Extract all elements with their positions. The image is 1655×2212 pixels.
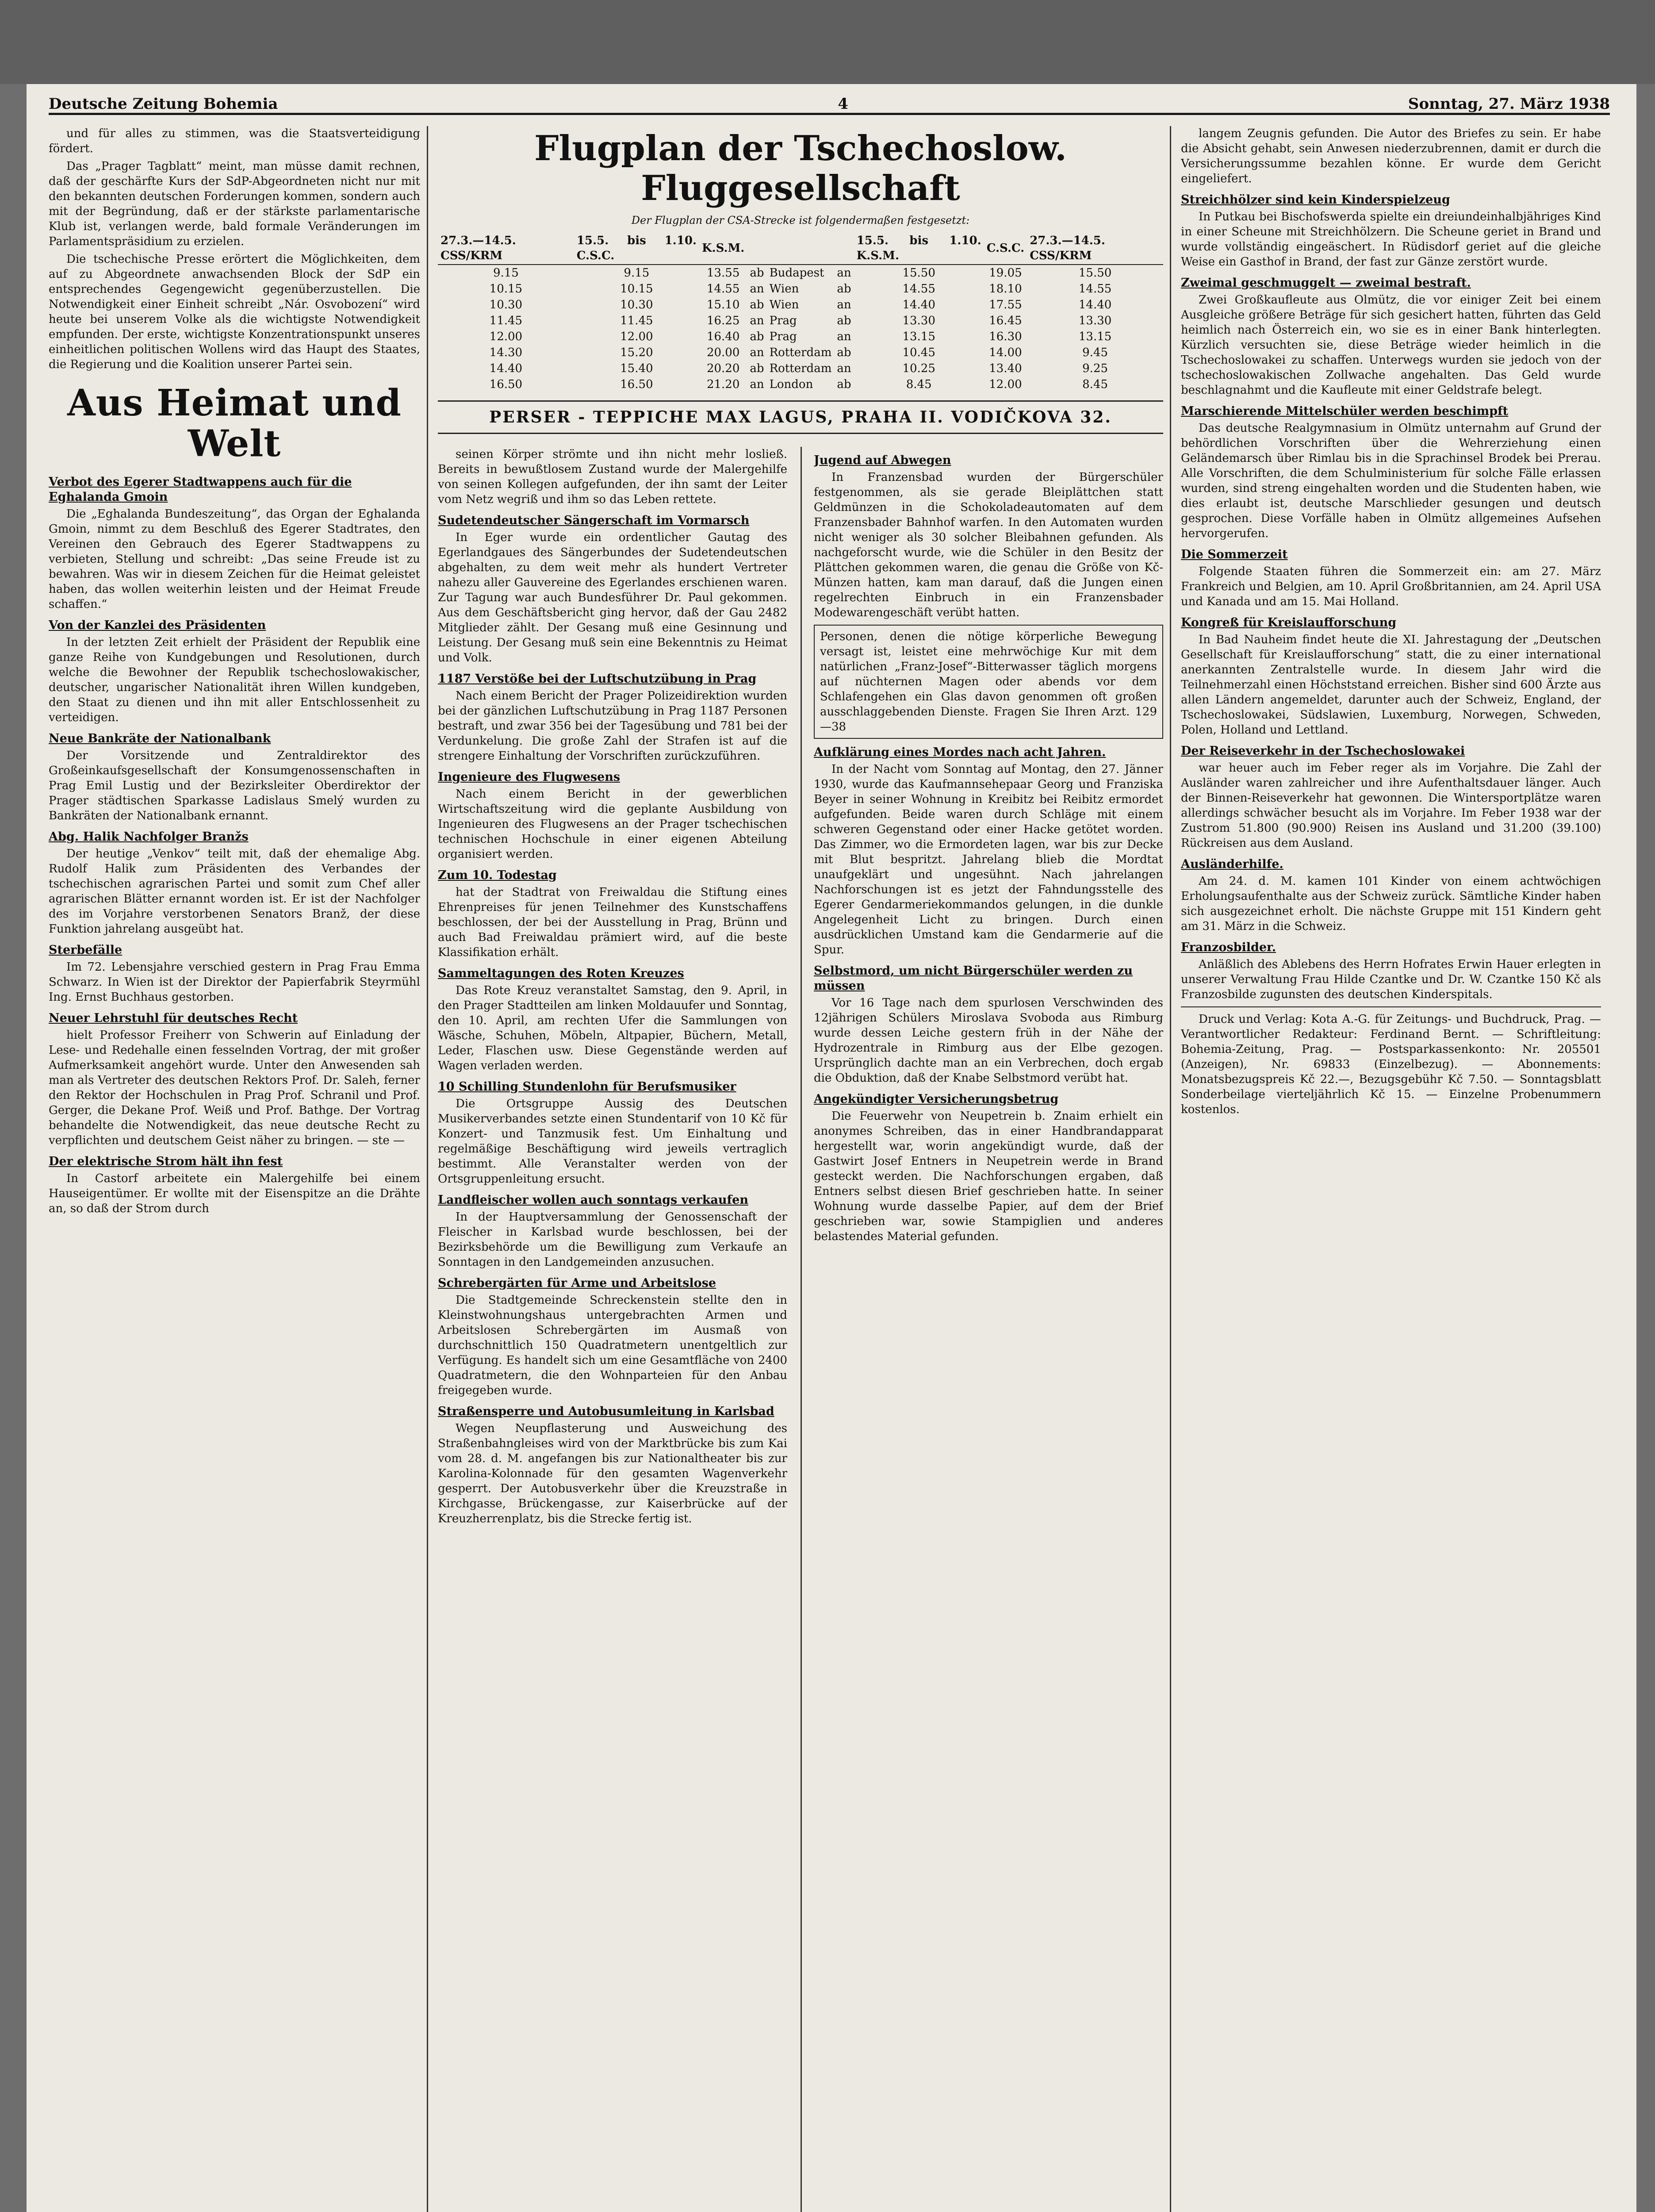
flugplan-cell: 14.40 <box>489 362 523 375</box>
flugplan-cell: 13.40 <box>989 362 1022 375</box>
intro-paragraph: Die tschechische Presse erörtert die Möglichkeiten, dem auf zu Abgeordnete anwachsenden Block der SdP ein entsprechendes Gegengewicht gegenüberzustellen. Die Notwendigkeit einer Einheit schreibt „Nár. Osvobození“ wird heute bei unserem Volke als die wichtigste Notwendigkeit empfunden. Der erste, wichtigste Konzentrationspunkt unseres einheitlichen politischen Wollens wird das Haupt des Staates, die Regierung und die Koalition unserer Partei sein. <box>49 253 420 371</box>
flugplan-cell: 19.05 <box>989 266 1022 280</box>
article-heading: Streichhölzer sind kein Kinderspielzeug <box>1181 193 1450 207</box>
flugplan-cell: 14.40 <box>1078 298 1112 311</box>
flugplan-cell: 9.15 <box>624 266 650 280</box>
article-text: Das Rote Kreuz veranstaltet Samstag, den 9. April, in den Prager Stadtteilen am linken Moldauufer und Sonntag, den 10. April, am rechten Ufer die Sammlungen von Wäsche, Schuhen, Möbeln, Altpapier, Büchern, Metall, Leder, Flaschen usw. Diese Gegenstände werden auf Wagen verladen werden. <box>438 984 787 1072</box>
flugplan-cell: an <box>837 362 851 375</box>
article-text: Anläßlich des Ablebens des Herrn Hofrates Erwin Hauer erlegten in unserer Verwaltung Frau Hilde Czantke und Dr. W. Czantke 150 Kč als Franzosbilde zugunsten des deutschen Kinderspitals. <box>1181 958 1601 1001</box>
flugplan-cell: 13.15 <box>902 330 935 343</box>
flugplan-cell: Wien <box>769 298 799 311</box>
article-text: Am 24. d. M. kamen 101 Kinder von einem achtwöchigen Erholungsaufenthalte aus der Schweiz zurück. Sämtliche Kinder haben sich ausgezeichnet erholt. Die nächste Gruppe mit 151 Kindern geht am 31. März in die Schweiz. <box>1181 875 1601 933</box>
flugplan-row <box>438 281 1163 297</box>
flugplan-cell: 10.30 <box>620 298 653 311</box>
article-heading: Angekündigter Versicherungsbetrug <box>814 1092 1059 1106</box>
article-heading: Zum 10. Todestag <box>438 868 557 882</box>
article-text: In der Hauptversammlung der Genossenschaft der Fleischer in Karlsbad wurde beschlossen, bei der Bezirksbehörde um die Bewilligung zum Verkaufe an Sonntagen in den Landgemeinden anzusuchen. <box>438 1210 787 1269</box>
newspaper-name: Deutsche Zeitung Bohemia <box>49 95 278 113</box>
flugplan-cell: 10.15 <box>489 282 523 296</box>
flugplan-cell: 14.30 <box>489 346 523 359</box>
flugplan-cell: 8.45 <box>1082 378 1108 391</box>
flugplan-row <box>438 345 1163 361</box>
article-heading: Schrebergärten für Arme und Arbeitslose <box>438 1276 716 1290</box>
intro-paragraph: langem Zeugnis gefunden. Die Autor des Briefes zu sein. Er habe die Absicht gehabt, sein Anwesen niederzubrennen, damit er durch die Versicherungssumme bezahlen könne. Er wurde dem Gericht eingeliefert. <box>1181 127 1601 185</box>
intro-paragraph: und für alles zu stimmen, was die Staatsverteidigung fördert. <box>49 127 420 155</box>
flugplan-cell: 15.40 <box>620 362 653 375</box>
article-heading: Sterbefälle <box>49 943 123 957</box>
flugplan-cell: 16.45 <box>989 314 1022 327</box>
flugplan-cell: an <box>837 266 851 280</box>
article-heading: Franzosbilder. <box>1181 941 1276 954</box>
flugplan-body <box>438 265 1163 392</box>
article-heading: 1187 Verstöße bei der Luftschutzübung in Prag <box>438 672 757 686</box>
flugplan-header-cell <box>834 232 854 265</box>
flugplan-cell: an <box>750 378 764 391</box>
article-text: Die Feuerwehr von Neupetrein b. Znaim erhielt ein anonymes Schreiben, das in einer Handbrandapparat hergestellt war, worin angekündigt wurde, daß der Gastwirt Josef Entners in Neupetrein werde in Brand gesteckt werden. Die Nachforschungen ergaben, daß Entners selbst diesen Brief geschrieben hatte. In seiner Wohnung wurde dasselbe Papier, auf dem der Brief geschrieben war, sowie Stampiglien und anderes belastendes Material gefunden. <box>814 1110 1163 1243</box>
flugplan-cell: 14.55 <box>706 282 740 296</box>
article-heading: Kongreß für Kreislaufforschung <box>1181 616 1397 630</box>
article-text: In Bad Nauheim findet heute die XI. Jahrestagung der „Deutschen Gesellschaft für Kreislaufforschung“ statt, die zu einer international anerkannten Zentralstelle wurde. In diesem Jahr wird die Teilnehmerzahl einen Höchststand erreichen. Bisher sind 600 Ärzte aus allen Ländern angemeldet, darunter auch der Schweiz, England, der Tschechoslowakei, Südslawien, Luxemburg, Norwegen, Schweden, Polen, Holland und Lettland. <box>1181 633 1601 737</box>
flugplan-cell: 10.30 <box>489 298 523 311</box>
article-text: In der letzten Zeit erhielt der Präsident der Republik eine ganze Reihe von Kundgebungen und Resolutionen, durch welche die Bewohner der Republik tschechoslowakischer, deutscher, ungarischer Nationalität ihren Willen kundgeben, den Staat zu dienen und ihn mit aller Entschlossenheit zu verteidigen. <box>49 636 420 724</box>
article-text: Die „Eghalanda Bundeszeitung“, das Organ der Eghalanda Gmoin, nimmt zu dem Beschluß des Egerer Stadtrates, den Vereinen den Gebrauch des Egerer Stadtwappens zu verbieten, Stellung und schreibt: „Das seine Freude ist zu bewahren. Was wir in diesem Zeichen für die Heimat geleistet haben, das wollen weiterhin leisten und der Heimat Freude schaffen.“ <box>49 507 420 611</box>
flugplan-header-cell: 27.3.—14.5. CSS/KRM <box>438 232 574 265</box>
column-3 <box>1181 126 1601 2212</box>
flugplan-cell: an <box>750 282 764 296</box>
column-rule-3 <box>1170 126 1171 2212</box>
flugplan-table <box>438 232 1163 392</box>
article-text: In der Nacht vom Sonntag auf Montag, den 27. Jänner 1930, wurde das Kaufmannsehepaar Georg und Franziska Beyer in seiner Wohnung in Kreibitz bei Reibitz ermordet aufgefunden. Beide waren durch Schläge mit einem schweren Gegenstand oder einer Hacke getötet worden. Das Zimmer, wo die Ermordeten lagen, war bis zur Decke mit Blut bespritzt. Jahrelang blieb die Mordtat unaufgeklärt und ungesühnt. Nach jahrelangen Nachforschungen ist es jetzt der Fahndungsstelle des Egerer Gendarmeriekommandos gelungen, in die dunkle Angelegenheit Licht zu bringen. Durch einen ausdrücklichen Umstand kam die Gendarmerie auf die Spur. <box>814 763 1163 956</box>
flugplan-cell: 9.25 <box>1082 362 1108 375</box>
flugplan-cell: Rotterdam <box>769 346 832 359</box>
article-heading: Selbstmord, um nicht Bürgerschüler werden zu müssen <box>814 964 1133 993</box>
flugplan-cell: an <box>837 330 851 343</box>
flugplan-cell: 13.15 <box>1078 330 1112 343</box>
article-text: hat der Stadtrat von Freiwaldau die Stiftung eines Ehrenpreises für jenen Teilnehmer des Kunstschaffens beschlossen, der bei der Ausstellung in Prag, Brünn und auch Bad Freiwaldau prämiert wird, auf die beste Klassifikation erhält. <box>438 886 787 959</box>
flugplan-cell: 9.45 <box>1082 346 1108 359</box>
intro-paragraph: Das „Prager Tagblatt“ meint, man müsse damit rechnen, daß der geschärfte Kurs der SdP-Abgeordneten nicht nur mit den bekannten deutschen Forderungen kommen, sondern auch mit der Begründung, daß er der stärkste parlamentarische Klub ist, verlangen werde, bald formale Veränderungen im Parlamentspräsidium zu erzielen. <box>49 160 420 248</box>
article-text: In Franzensbad wurden der Bürgerschüler festgenommen, als sie gerade Bleiplättchen statt Geldmünzen in die Schokoladeautomaten auf dem Franzensbader Bahnhof warfen. In den Automaten wurden nicht weniger als 30 solcher Bleibahnen gefunden. Als nachgeforscht wurde, wie die Schüler in den Besitz der Plättchen gekommen waren, die genau die Größe von Kč-Münzen hatten, kam man darauf, daß die Jungen einen regelrechten Einbruch in ein Franzensbader Modewarengeschäft verübt hatten. <box>814 471 1163 619</box>
col2a-articles <box>438 513 787 1526</box>
issue-date: Sonntag, 27. März 1938 <box>1408 95 1610 113</box>
flugplan-title: Flugplan der Tschechoslow. Fluggesellschaft <box>534 128 1067 208</box>
article-text: Nach einem Bericht in der gewerblichen Wirtschaftszeitung wird die geplante Ausbildung von Ingenieuren des Flugwesens an der Prager tschechischen technischen Hochschule in einer eigenen Abteilung organisiert werden. <box>438 787 787 861</box>
flugplan-cell: Rotterdam <box>769 362 832 375</box>
column-rule-2 <box>801 447 802 2212</box>
article-text: Wegen Neupflasterung und Ausweichung des Straßenbahngleises wird von der Marktbrücke bis zum Kai vom 28. d. M. angefangen bis zur Nationaltheater bis zur Karolina-Kolonnade für den gesamten Wagenverkehr gesperrt. Der Autobusverkehr über die Kreuzstraße in Kirchgasse, Brückengasse, zur Kaiserbrücke auf der Kreuzherrenplatz, bis die Strecke fertig ist. <box>438 1422 787 1525</box>
flugplan-cell: 10.45 <box>902 346 935 359</box>
flugplan-cell: Prag <box>769 314 797 327</box>
article-heading: Landfleischer wollen auch sonntags verkaufen <box>438 1193 748 1207</box>
flugplan-cell: 15.10 <box>706 298 740 311</box>
flugplan-row <box>438 313 1163 329</box>
flugplan-cell: 8.45 <box>906 378 932 391</box>
flugplan-cell: Prag <box>769 330 797 343</box>
article-heading: Sudetendeutscher Sängerschaft im Vormarsch <box>438 514 750 527</box>
flugplan-cell: 14.00 <box>989 346 1022 359</box>
flugplan-cell: 14.40 <box>902 298 935 311</box>
flugplan-cell: an <box>837 298 851 311</box>
article-heading: Von der Kanzlei des Präsidenten <box>49 618 266 632</box>
flugplan-cell: 9.15 <box>493 266 519 280</box>
article-heading: Straßensperre und Autobusumleitung in Karlsbad <box>438 1405 774 1418</box>
flugplan-header-cell: 15.5. bis 1.10. K.S.M. <box>854 232 984 265</box>
article-heading: Verbot des Egerer Stadtwappens auch für die Eghalanda Gmoin <box>49 475 352 504</box>
flugplan-cell: 13.30 <box>1078 314 1112 327</box>
article-text: Das deutsche Realgymnasium in Olmütz unternahm auf Grund der behördlichen Vorschriften über die Wehrerziehung einen Geländemarsch über Rimlau bis in die Sprachinsel Brodek bei Prerau. Alle Vorschriften, die dem Schulministerium für solche Fälle erlassen wurden, sind streng eingehalten worden und die Studenten haben, wie dies erlaubt ist, deutsche Marschlieder gesungen und deutsch gesprochen. Diese Vorfälle haben in Olmütz allgemeines Aufsehen hervorgerufen. <box>1181 422 1601 540</box>
flugplan-cell: 16.50 <box>489 378 523 391</box>
article-text: Der heutige „Venkov“ teilt mit, daß der ehemalige Abg. Rudolf Halik zum Präsidenten des Verbandes der tschechischen agrarischen Partei und somit zum Chef aller agrarischen Blätter ernannt worden ist. Er ist der Nachfolger des im Vorjahre verstorbenen Senators Branž, der diese Funktion jahrelang ausgeübt hat. <box>49 847 420 936</box>
column-2b <box>814 447 1163 2212</box>
flugplan-cell: 12.00 <box>989 378 1022 391</box>
article-heading: 10 Schilling Stundenlohn für Berufsmusiker <box>438 1080 736 1094</box>
article-text: Nach einem Bericht der Prager Polizeidirektion wurden bei der gänzlichen Luftschutzübung in Prag 1187 Personen bestraft, und zwar 356 bei der Tagesübung und 781 bei der Verdunkelung. Die große Zahl der Strafen ist auf die strengere Einhaltung der Vorschriften zurückzuführen. <box>438 689 787 763</box>
flugplan-cell: 15.50 <box>902 266 935 280</box>
scanner-border-top <box>0 0 1655 84</box>
flugplan-cell: ab <box>837 282 851 296</box>
flugplan-cell: 18.10 <box>989 282 1022 296</box>
flugplan-subtitle: Der Flugplan der CSA-Strecke ist folgendermaßen festgesetzt: <box>631 214 970 227</box>
article-heading: Marschierende Mittelschüler werden beschimpft <box>1181 404 1509 418</box>
flugplan-cell: an <box>750 314 764 327</box>
page-header <box>49 86 1610 115</box>
flugplan-row <box>438 376 1163 392</box>
article-heading: Ingenieure des Flugwesens <box>438 770 621 784</box>
flugplan-cell: 14.55 <box>902 282 935 296</box>
article-text: In Castorf arbeitete ein Malergehilfe bei einem Hauseigentümer. Er wollte mit der Eisenspitze an die Drähte an, so daß der Strom durch <box>49 1172 420 1215</box>
flugplan-cell: 15.50 <box>1078 266 1112 280</box>
flugplan-cell: 16.50 <box>620 378 653 391</box>
flugplan-cell: 21.20 <box>706 378 740 391</box>
flugplan-header-row <box>438 232 1163 265</box>
article-text: Die Ortsgruppe Aussig des Deutschen Musikerverbandes setzte einen Stundentarif von 10 Kč für Konzert- und Tanzmusik fest. Um Einhaltung und regelmäßige Beschäftigung wird jeweils vertraglich bestimmt. Alle Veranstalter werden von der Ortsgruppenleitung ersucht. <box>438 1097 787 1186</box>
flugplan-cell: 13.30 <box>902 314 935 327</box>
flugplan-cell: 10.15 <box>620 282 653 296</box>
flugplan-cell: 12.00 <box>489 330 523 343</box>
flugplan-cell: ab <box>750 298 764 311</box>
flugplan-cell: Wien <box>769 282 799 296</box>
flugplan-header-cell <box>767 232 835 265</box>
flugplan-cell: ab <box>837 346 851 359</box>
article-text: Zwei Großkaufleute aus Olmütz, die vor einiger Zeit bei einem Ausgleiche größere Beträge für sich gesichert hatten, führten das Geld heimlich nach Österreich ein, wo sie es in einer Bank hinterlegten. Kürzlich versuchten sie, diese Beträge wieder heimlich in die Tschechoslowakei zu schaffen. Unterwegs wurden sie jedoch von der tschechoslowakischen Zollwache angehalten. Das Geld wurde beschlagnahmt und die Kaufleute mit einer Geldstrafe belegt. <box>1181 293 1601 397</box>
flugplan-cell: ab <box>750 330 764 343</box>
imprint: Druck und Verlag: Kota A.-G. für Zeitungs- und Buchdruck, Prag. — Verantwortlicher Redakteur: Ferdinand Bernt. — Schriftleitung: Bohemia-Zeitung, Prag. — Postsparkassenkonto: Nr. 205501 (Anzeigen), Nr. 69833 (Einzelbezug). — Abonnements: Monatsbezugspreis Kč 22.—, Bezugsgebühr Kč 7.50. — Sonntagsblatt Sonderbeilage vierteljährlich Kč 15. — Einzelne Probenummern kostenlos. <box>1181 1013 1601 1116</box>
col1-articles <box>49 475 420 1216</box>
article-text: Folgende Staaten führen die Sommerzeit ein: am 27. März Frankreich und Belgien, am 10. April Großbritannien, am 24. April USA und Kanada und am 15. Mai Holland. <box>1181 565 1601 608</box>
advertisement-perser-teppiche: PERSER - TEPPICHE MAX LAGUS, PRAHA II. VODIČKOVA 32. <box>438 400 1163 434</box>
flugplan-cell: ab <box>750 266 764 280</box>
article-heading: Sammeltagungen des Roten Kreuzes <box>438 967 684 980</box>
flugplan-cell: 16.30 <box>989 330 1022 343</box>
article-text: Im 72. Lebensjahre verschied gestern in Prag Frau Emma Schwarz. In Wien ist der Direktor der Papierfabrik Steyrmühl Ing. Ernst Buchhaus gestorben. <box>49 960 420 1004</box>
flugplan-row <box>438 329 1163 345</box>
article-heading: Neue Bankräte der Nationalbank <box>49 732 271 745</box>
article-text: In Putkau bei Bischofswerda spielte ein dreiundeinhalbjähriges Kind in einer Scheune mit Streichhölzern. Die Scheune geriet in Brand und wurde vollständig eingeäschert. In Rüdisdorf geriet auf die gleiche Weise ein Gasthof in Brand, der fast zur Gänze zerstört wurde. <box>1181 210 1601 269</box>
flugplan-cell: 16.25 <box>706 314 740 327</box>
article-heading: Der elektrische Strom hält ihn fest <box>49 1155 283 1168</box>
flugplan-cell: 13.55 <box>706 266 740 280</box>
col2b-articles <box>814 453 1163 1244</box>
intro-paragraph: seinen Körper strömte und ihn nicht mehr losließ. Bereits in bewußtlosem Zustand wurde der Malergehilfe von seinen Kollegen aufgefunden, der ihn samt der Leiter vom Netz wegriß und ihm so das Leben rettete. <box>438 448 787 506</box>
flugplan-cell: 15.20 <box>620 346 653 359</box>
col3-articles <box>1181 192 1601 1002</box>
flugplan-row <box>438 361 1163 376</box>
article-text: war heuer auch im Feber reger als im Vorjahre. Die Zahl der Ausländer waren zahlreicher und ihre Aufenthaltsdauer länger. Auch der Binnen-Reiseverkehr hat gewonnen. Die Wintersportplätze waren allerdings schwächer besucht als im Vorjahre. Im Feber 1938 war der Zustrom 51.800 (90.900) Reisen ins Ausland und 31.200 (39.100) Rückreisen aus dem Ausland. <box>1181 761 1601 850</box>
advertisement-box: Personen, denen die nötige körperliche Bewegung versagt ist, leistet eine mehrwöchige Kur mit dem natürlichen „Franz-Josef“-Bitterwasser täglich morgens auf nüchternen Magen oder abends vor dem Schlafengehen ein Glas davon genommen oft großen ausschlaggebenden Dienste. Fragen Sie Ihren Arzt. 129—38 <box>814 625 1163 739</box>
article-heading: Zweimal geschmuggelt — zweimal bestraft. <box>1181 276 1471 290</box>
flugplan-cell: 12.00 <box>620 330 653 343</box>
flugplan-row <box>438 265 1163 281</box>
flugplan-cell: 20.00 <box>706 346 740 359</box>
flugplan-row <box>438 297 1163 313</box>
flugplan-header-cell: 27.3.—14.5. CSS/KRM <box>1027 232 1163 265</box>
flugplan-header-cell: 15.5. bis 1.10. C.S.C. <box>574 232 699 265</box>
column-2a <box>438 447 787 2212</box>
flugplan-cell: 11.45 <box>620 314 653 327</box>
column-rule-1 <box>427 126 428 2212</box>
section-title-heimat: Aus Heimat und Welt <box>67 382 402 465</box>
flugplan-cell: 11.45 <box>489 314 523 327</box>
flugplan-header-cell <box>747 232 766 265</box>
flugplan-block <box>438 126 1163 436</box>
article-text: Die Stadtgemeinde Schreckenstein stellte den in Kleinstwohnungshaus untergebrachten Armen und Arbeitslosen Schrebergärten im Ausmaß von durchschnittlich 150 Quadratmetern unentgeltlich zur Verfügung. Es handelt sich um eine Gesamtfläche von 2400 Quadratmetern, die den Wohnparteien für den Anbau freigegeben wurde. <box>438 1294 787 1397</box>
article-text: Vor 16 Tage nach dem spurlosen Verschwinden des 12jährigen Schülers Miroslava Svoboda aus Rimburg wurde dessen Leiche gestern früh in der Nähe der Hydrozentrale in Rimburg aus der Elbe gezogen. Ursprünglich dachte man an ein Verbrechen, doch ergab die Obduktion, daß der Knabe Selbstmord verübt hat. <box>814 996 1163 1085</box>
divider <box>1181 1006 1601 1007</box>
flugplan-cell: ab <box>837 378 851 391</box>
article-heading: Abg. Halik Nachfolger Branžs <box>49 830 249 844</box>
flugplan-cell: 20.20 <box>706 362 740 375</box>
article-text: hielt Professor Freiherr von Schwerin auf Einladung der Lese- und Redehalle einen fesselnden Vortrag, der mit großer Aufmerksamkeit angehört wurde. Unter den Anwesenden sah man als Vertreter des deutschen Rektors Prof. Dr. Saleh, ferner den Rektor der Hochschulen in Prag Prof. Schranil und Prof. Gerger, die Dekane Prof. Weiß und Prof. Bathge. Der Vortrag behandelte die Notwendigkeit, das neue deutsche Recht zu verpflichten und deutschem Geist näher zu bringen. — ste — <box>49 1029 420 1147</box>
article-heading: Die Sommerzeit <box>1181 548 1288 561</box>
article-text: In Eger wurde ein ordentlicher Gautag des Egerlandgaues des Sängerbundes der Sudetendeutschen abgehalten, zu dem weit mehr als hundert Vertreter nahezu aller Gauvereine des Egerlandes erschienen waren. Zur Tagung war auch Bundesführer Dr. Paul gekommen. Aus dem Geschäftsbericht ging hervor, daß der Gau 2482 Mitglieder zählt. Der Gesang muß eine Gesinnung und Leistung. Der Gesang muß sein eine Bekenntnis zu Heimat und Volk. <box>438 531 787 664</box>
flugplan-cell: 10.25 <box>902 362 935 375</box>
article-heading: Jugend auf Abwegen <box>814 453 951 467</box>
flugplan-cell: Budapest <box>769 266 824 280</box>
column-1 <box>49 126 420 2212</box>
article-text: Der Vorsitzende und Zentraldirektor des Großeinkaufsgesellschaft der Konsumgenossenschaften in Prag Emil Lustig und der Bezirksleiter Oberdirektor der Prager städtischen Sparkasse Ladislaus Smelý wurden zu Bankräten der Nationalbank ernannt. <box>49 749 420 822</box>
flugplan-cell: 16.40 <box>706 330 740 343</box>
flugplan-cell: an <box>750 346 764 359</box>
article-heading: Neuer Lehrstuhl für deutsches Recht <box>49 1011 298 1025</box>
flugplan-cell: ab <box>750 362 764 375</box>
flugplan-cell: London <box>769 378 813 391</box>
article-heading: Ausländerhilfe. <box>1181 857 1283 871</box>
flugplan-cell: 17.55 <box>989 298 1022 311</box>
flugplan-header-cell: C.S.C. <box>984 232 1027 265</box>
page-number: 4 <box>838 95 848 113</box>
article-heading: Aufklärung eines Mordes nach acht Jahren. <box>814 745 1106 759</box>
flugplan-cell: ab <box>837 314 851 327</box>
flugplan-header-cell: K.S.M. <box>699 232 747 265</box>
article-heading: Der Reiseverkehr in der Tschechoslowakei <box>1181 744 1465 758</box>
flugplan-cell: 14.55 <box>1078 282 1112 296</box>
